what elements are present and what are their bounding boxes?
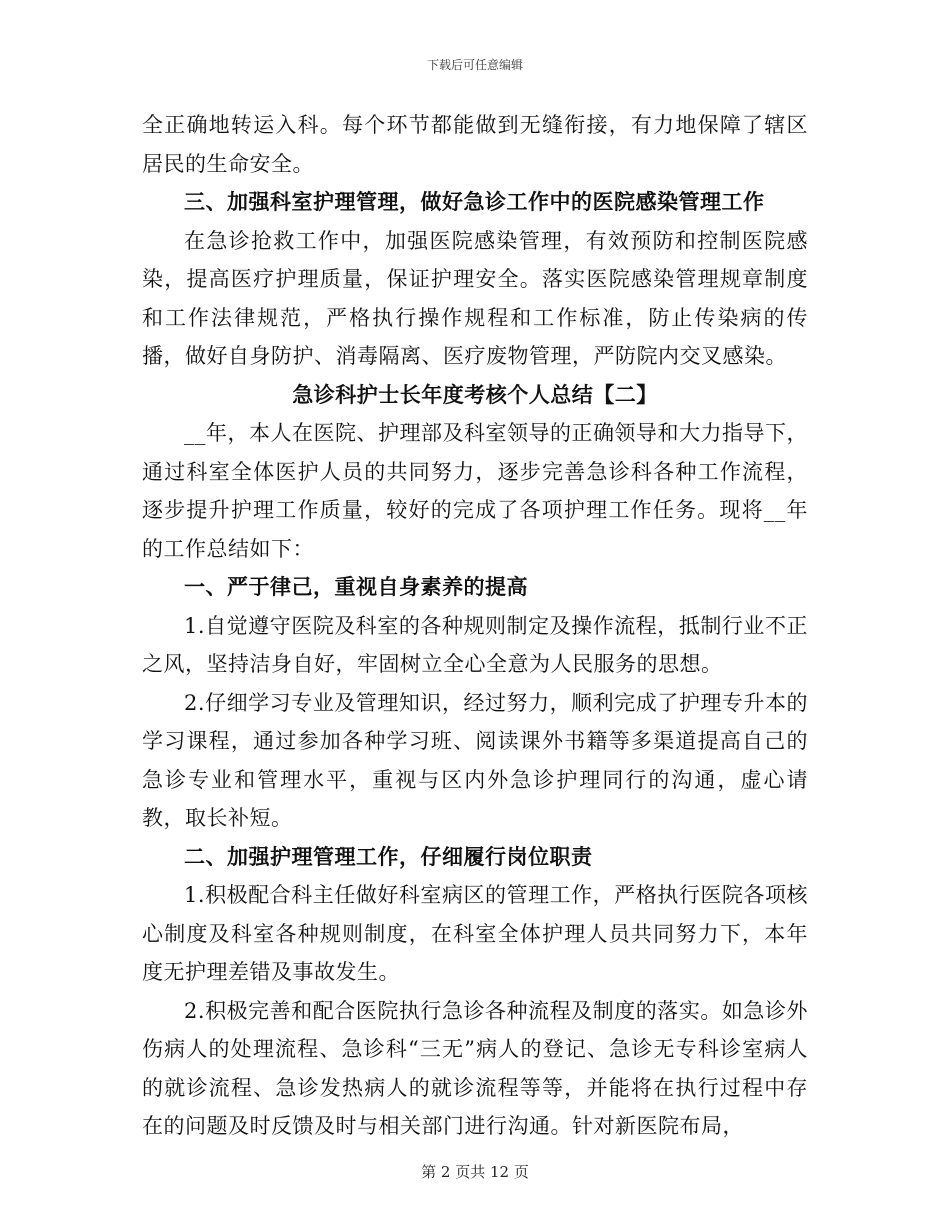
document-body [142, 106, 808, 1146]
paragraph-continuation: 全正确地转运入科。每个环节都能做到无缝衔接，有力地保障了辖区居民的生命安全。 [142, 113, 808, 176]
paragraph-item-2-2: 2.积极完善和配合医院执行急诊各种流程及制度的落实。如急诊外伤病人的处理流程、急诊科“三无”病人的登记、急诊无专科诊室病人的就诊流程、急诊发热病人的就诊流程等等，并能将在执行过程中存在的问题及时反馈及时与相关部门进行沟通。针对新医院布局， [142, 998, 808, 1138]
paragraph-item-1-2: 2.仔细学习专业及管理知识，经过努力，顺利完成了护理专升本的学习课程，通过参加各种学习班、阅读课外书籍等多渠道提高自己的急诊专业和管理水平，重视与区内外急诊护理同行的沟通，虚心请教，取长补短。 [142, 690, 808, 830]
paragraph-infection-control: 在急诊抢救工作中，加强医院感染管理，有效预防和控制医院感染，提高医疗护理质量，保证护理安全。落实医院感染管理规章制度和工作法律规范，严格执行操作规程和工作标准，防止传染病的传播，做好自身防护、消毒隔离、医疗废物管理，严防院内交叉感染。 [142, 228, 808, 368]
section-title-2: 急诊科护士长年度考核个人总结【二】 [292, 381, 658, 407]
section-heading-3: 三、加强科室护理管理，做好急诊工作中的医院感染管理工作 [184, 189, 765, 214]
section-heading-2: 二、加强护理管理工作，仔细履行岗位职责 [184, 843, 593, 869]
paragraph-intro: __年，本人在医院、护理部及科室领导的正确领导和大力指导下，通过科室全体医护人员的共同努力，逐步完善急诊科各种工作流程，逐步提升护理工作质量，较好的完成了各项护理工作任务。现将__年的工作总结如下： [142, 421, 808, 561]
paragraph-item-2-1: 1.积极配合科主任做好科室病区的管理工作，严格执行医院各项核心制度及科室各种规则制度，在科室全体护理人员共同努力下，本年度无护理差错及事故发生。 [142, 883, 808, 984]
paragraph-item-1-1: 1.自觉遵守医院及科室的各种规则制定及操作流程，抵制行业不正之风，坚持洁身自好，牢固树立全心全意为人民服务的思想。 [142, 613, 808, 676]
section-heading-1: 一、严于律己，重视自身素养的提高 [184, 574, 528, 599]
header-note: 下载后可任意编辑 [426, 58, 523, 72]
page-number-footer: 第 2 页共 12 页 [421, 1163, 529, 1181]
